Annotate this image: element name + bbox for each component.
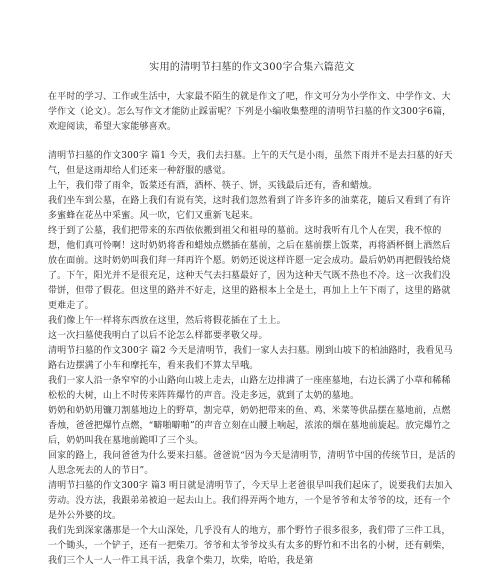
body-paragraph: 这一次扫墓使我明白了以后不论怎么样都要孝敬父母。 xyxy=(48,331,268,341)
body-paragraph: 我们先到深家藩那是一个大山深处，几乎没有人的地方，那个野竹子很多很多，我们带了三件工具，一个锄头，一个铲子，还有一把柴刀。爷爷和太爷爷坟头有太多的野竹和不出名的小树，还有刺柴，我们三个人一人一件工具干活，我拿个柴刀，坎柴，哈哈，我是第 xyxy=(48,526,451,566)
body-paragraph: 上午，我们带了雨伞，饭菜还有酒，酒杯、筷子、饼，买钱最后还有，香和蜡烛。 xyxy=(48,181,378,191)
article-title: 实用的清明节扫墓的作文300字合集六篇范文 xyxy=(149,62,355,73)
body-paragraph: 清明节扫墓的作文300字 篇1 今天，我们去扫墓。上午的天气是小雨，虽然下雨并不是去扫墓的好天气，但是这雨却给人们还来一种舒服的感觉。 xyxy=(48,151,453,176)
body-paragraph: 我们坐车到公墓，在路上我们有说有笑，这时我们忽然看到了许多许多的油菜花，随后又看到了有许多蜜蜂在花丛中采蜜。风一吹，它们又重新飞起来。 xyxy=(48,196,451,221)
body-paragraph: 清明节扫墓的作文300字 篇2 今天是清明节，我们一家人去扫墓。刚到山坡下的柏油路时，我看见马路右边摆满了小车和摩托车，看来我们不算太早哦。 xyxy=(48,346,453,371)
body-paragraph: 回家的路上，我问爸爸为什么要来扫墓。爸爸说“因为今天是清明节，清明节中国的传统节日，是活的人思念死去的人的节日”。 xyxy=(48,451,456,476)
body-paragraph: 我们一家人沿一条窄窄的小山路向山坡上走去，山路左边排满了一座座墓地，右边长满了小草和稀稀松松的大树，山上不时传来阵阵爆竹的声音。没走多远，就到了太奶的墓地。 xyxy=(48,376,451,401)
article-body xyxy=(48,149,456,569)
body-paragraph: 奶奶和奶奶用镰刀割墓地边上的野草，割完草，奶奶把带来的鱼、鸡、米菜等供品摆在墓地前，点燃香烛，爸爸把爆竹点燃，“噼啪噼啪”的声音立刻在山腰上响起，浓浓的烟在墓地前旋起。放完爆竹之后，奶奶叫我在墓地前跪叩了三个头。 xyxy=(48,406,451,446)
body-paragraph: 清明节扫墓的作文300字 篇3 明日就是清明节了，今天早上老爸很早叫我们起床了，说要我们去加入劳动。没方法，我跟弟弟被迫一起去山上。我们得弄两个地方，一个是爷爷和太爷爷的坟，还有一个是外公外婆的坟。 xyxy=(48,481,453,521)
body-paragraph: 我们像上午一样将东西放在这里，然后将假花插在了土上。 xyxy=(48,316,286,326)
body-paragraph: 终于到了公墓，我们把带来的东西依依搬到祖父和祖母的墓前。这时我听有几个人在哭，我不惊的想，他们真可怜啊！这时奶奶将香和蜡烛点燃插在墓前，之后在墓前摆上饭菜，再将酒杯倒上酒然后放在面前。这时奶奶叫我们拜一拜再许个愿。奶奶还说这样许愿一定会成功。最后奶奶再把假钱给烧了。下午，阳光并不是很充足，这种天气去扫墓最好了，因为这种天气既不热也不冷。这一次我们没带饼，但带了假花。但这里的路并不好走，这里的路根本上全是土，再加上上午下雨了，这里的路就更难走了。 xyxy=(48,226,451,311)
intro-paragraph: 在平时的学习、工作或生活中，大家最不陌生的就是作文了吧，作文可分为小学作文、中学作文、大学作文（论文）。怎么写作文才能防止踩雷呢？下列是小编收集整理的清明节扫墓的作文300字6篇，欢迎阅读，希望大家能够喜欢。 xyxy=(48,92,452,132)
article-intro xyxy=(48,90,456,135)
